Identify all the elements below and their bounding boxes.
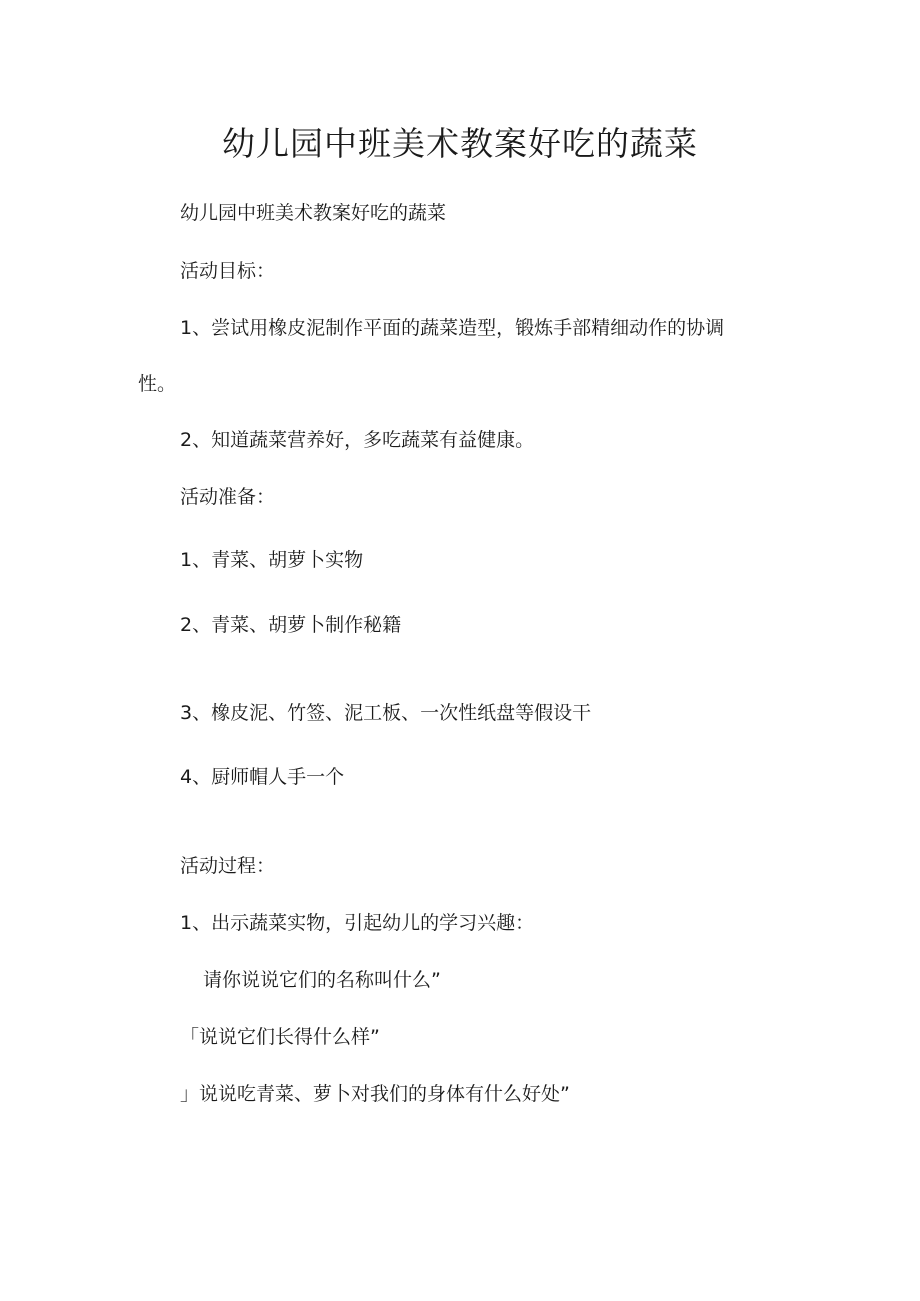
document-subtitle: 幼儿园中班美术教案好吃的蔬菜	[180, 202, 447, 224]
goal-item-2: 2、知道蔬菜营养好，多吃蔬菜有益健康。	[180, 429, 535, 451]
process-question-3: 」说说吃青菜、萝卜对我们的身体有什么好处”	[180, 1083, 570, 1105]
preparation-item-1: 1、青菜、胡萝卜实物	[180, 549, 364, 571]
preparation-heading: 活动准备：	[180, 486, 276, 508]
process-question-2: 「说说它们长得什么样”	[180, 1026, 380, 1048]
goal-item-1: 1、尝试用橡皮泥制作平面的蔬菜造型，锻炼手部精细动作的协调	[180, 317, 725, 339]
process-item-1: 1、出示蔬菜实物，引起幼儿的学习兴趣：	[180, 912, 535, 934]
process-question-1: 请你说说它们的名称叫什么”	[203, 969, 441, 991]
preparation-item-2: 2、青菜、胡萝卜制作秘籍	[180, 614, 402, 636]
goals-heading: 活动目标：	[180, 260, 276, 282]
goal-item-1-continuation: 性。	[138, 373, 177, 395]
preparation-item-4: 4、厨师帽人手一个	[180, 766, 345, 788]
process-heading: 活动过程：	[180, 855, 276, 877]
document-title: 幼儿园中班美术教案好吃的蔬菜	[222, 124, 698, 163]
preparation-item-3: 3、橡皮泥、竹签、泥工板、一次性纸盘等假设干	[180, 702, 592, 724]
